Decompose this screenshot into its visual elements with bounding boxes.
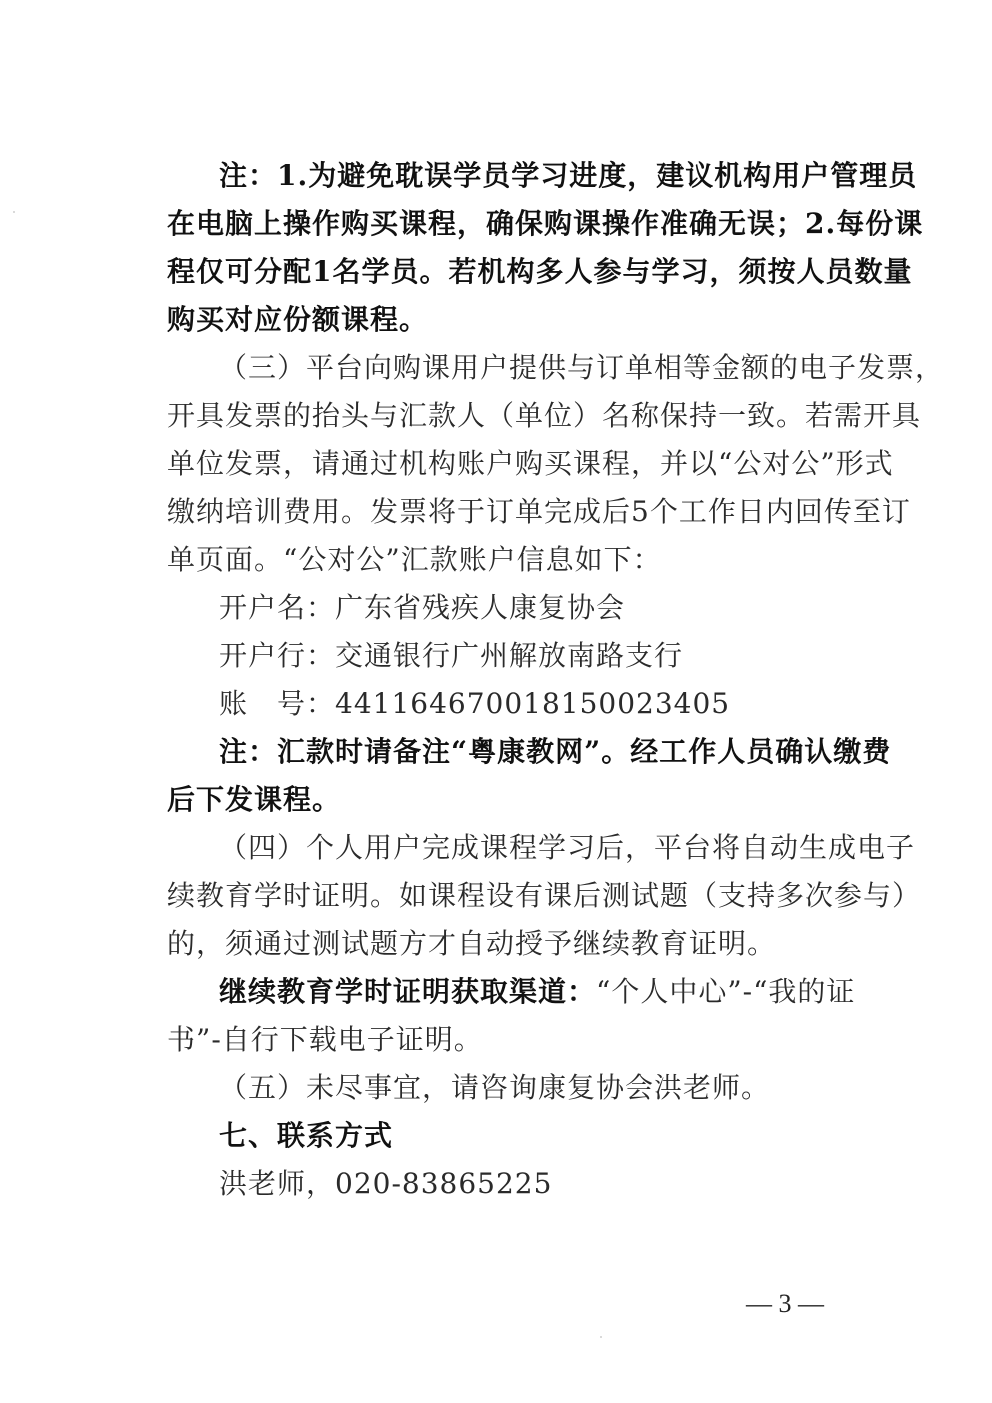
scan-speck xyxy=(13,211,15,213)
section5-line: （五）未尽事宜，请咨询康复协会洪老师。 xyxy=(219,1071,771,1104)
section3-line-3: 单位发票，请通过机构账户购买课程，并以“公对公”形式 xyxy=(167,447,894,480)
note1-line-2: 在电脑上操作购买课程，确保购课操作准确无误；2.每份课 xyxy=(167,207,924,240)
note2-line-2: 后下发课程。 xyxy=(167,783,342,816)
scan-speck xyxy=(600,1336,602,1338)
page-number: — 3 — xyxy=(746,1289,824,1318)
section3-line-4: 缴纳培训费用。发票将于订单完成后5个工作日内回传至订 xyxy=(167,495,911,528)
certificate-line-1 xyxy=(219,970,855,1014)
section4-line-3: 的，须通过测试题方才自动授予继续教育证明。 xyxy=(167,927,777,960)
note1-line-1: 注：1.为避免耽误学员学习进度，建议机构用户管理员 xyxy=(219,159,918,192)
certificate-path: “个人中心”-“我的证 xyxy=(596,975,856,1008)
note2-line-1: 注：汇款时请备注“粤康教网”。经工作人员确认缴费 xyxy=(219,735,892,768)
certificate-label: 继续教育学时证明获取渠道： xyxy=(219,975,597,1008)
contact-line: 洪老师，020-83865225 xyxy=(219,1167,553,1200)
section3-line-2: 开具发票的抬头与汇款人（单位）名称保持一致。若需开具 xyxy=(167,399,922,432)
section3-line-5: 单页面。“公对公”汇款账户信息如下： xyxy=(167,543,662,576)
account-bank: 开户行：交通银行广州解放南路支行 xyxy=(219,639,684,672)
section4-line-1: （四）个人用户完成课程学习后，平台将自动生成电子 xyxy=(219,831,916,864)
note1-line-4: 购买对应份额课程。 xyxy=(167,303,429,336)
section3-line-1: （三）平台向购课用户提供与订单相等金额的电子发票， xyxy=(219,351,945,384)
contact-heading: 七、联系方式 xyxy=(219,1119,394,1152)
section4-line-2: 续教育学时证明。如课程设有课后测试题（支持多次参与） xyxy=(167,879,922,912)
note1-line-3: 程仅可分配1名学员。若机构多人参与学习，须按人员数量 xyxy=(167,255,913,288)
account-name: 开户名：广东省残疾人康复协会 xyxy=(219,591,626,624)
certificate-line-2: 书”-自行下载电子证明。 xyxy=(167,1023,483,1056)
account-number: 账 号：441164670018150023405 xyxy=(219,687,731,720)
